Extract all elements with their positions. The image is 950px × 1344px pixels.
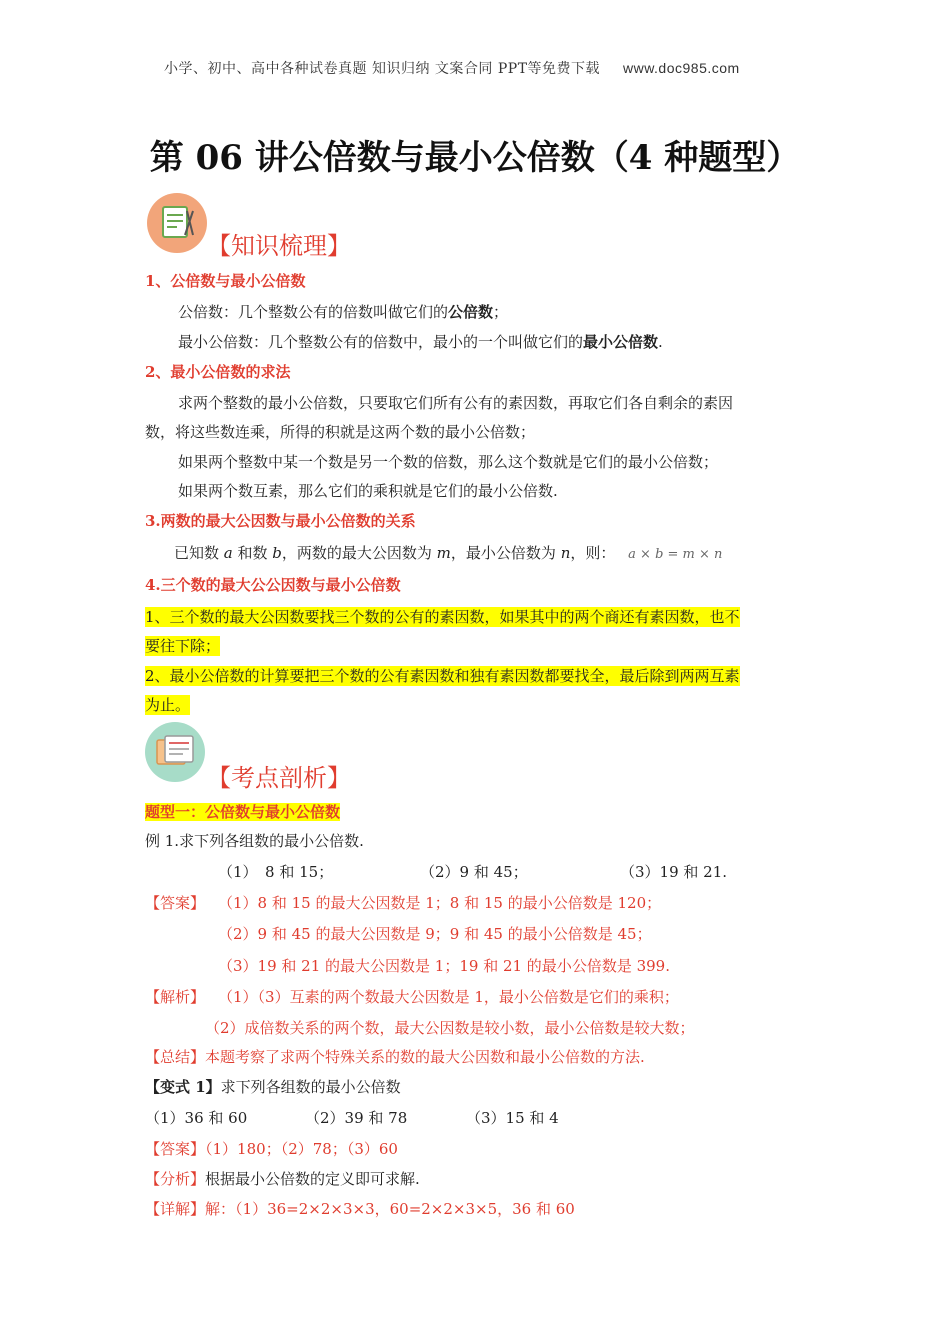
s1-l1-text: 公倍数：几个整数公有的倍数叫做它们的: [178, 303, 449, 321]
variant1-detail-tag: 【详解】: [145, 1200, 206, 1218]
variant1-detail-line: [145, 1198, 575, 1219]
summary-tag: 【总结】: [145, 1048, 206, 1066]
documents-icon: [145, 722, 205, 782]
s4-line4-text: 为止。: [145, 696, 191, 714]
knowledge-s1-line2: [178, 331, 663, 352]
knowledge-s2-line1: 求两个整数的最小公倍数，只要取它们所有公有的素因数，再取它们各自剩余的素因: [178, 394, 734, 412]
s3-part-d: ，最小公倍数为: [450, 544, 561, 562]
knowledge-s2-line4: 如果两个数互素，那么它们的乘积就是它们的最小公倍数.: [178, 482, 558, 500]
analysis-line2: （2）成倍数关系的两个数，最大公因数是较小数，最小公倍数是较大数；: [205, 1019, 695, 1037]
summary-line: [145, 1046, 645, 1067]
example1-question: 例 1.求下列各组数的最小公倍数.: [145, 832, 364, 850]
answer-line2: （2）9 和 45 的最大公因数是 9；9 和 45 的最小公倍数是 45；: [218, 925, 652, 943]
knowledge-s1-title: 1、公倍数与最小公倍数: [145, 272, 306, 290]
s1-l1-end: ；: [493, 303, 509, 321]
variant1-answer-tag: 【答案】: [145, 1140, 206, 1158]
s3-part-a: 已知数: [174, 544, 224, 562]
example1-part-c: （3）19 和 21.: [620, 863, 728, 881]
variant1-answer-text: （1）180；（2）78；（3）60: [205, 1140, 398, 1158]
s4-line2-text: 要往下除；: [145, 637, 221, 655]
var-n: n: [560, 544, 571, 562]
variant1-analysis-line: [145, 1168, 420, 1189]
s1-l1-term: 公倍数: [448, 303, 494, 321]
variant1-part-c: （3）15 和 4: [466, 1109, 559, 1127]
knowledge-s3-title: 3.两数的最大公因数与最小公倍数的关系: [145, 512, 416, 530]
knowledge-s3-line: [174, 542, 722, 563]
knowledge-s4-line3: [145, 665, 740, 686]
answer-tag: 【答案】: [145, 894, 206, 912]
variant1-line: [145, 1076, 401, 1097]
header-url[interactable]: www.doc985.com: [622, 60, 740, 76]
analysis-heading: 【考点剖析】: [207, 764, 351, 792]
knowledge-heading: 【知识梳理】: [207, 232, 351, 260]
page-title: 第 06 讲公倍数与最小公倍数（4 种题型）: [149, 138, 801, 178]
var-a: a: [223, 544, 233, 562]
knowledge-s4-line4: [145, 694, 190, 715]
knowledge-s1-line1: [178, 301, 508, 322]
variant1-analysis-tag: 【分析】: [145, 1170, 206, 1188]
s3-part-b: 和数: [232, 544, 273, 562]
var-b: b: [272, 544, 282, 562]
variant1-detail-text: （1）36=2×2×3×3，60=2×2×3×5，36 和 60: [235, 1200, 575, 1218]
s1-l2-end: .: [658, 333, 663, 351]
relation-formula: a × b = m × n: [628, 547, 723, 562]
header-tagline: 小学、初中、高中各种试卷真题 知识归纳 文案合同 PPT等免费下载: [164, 61, 601, 77]
variant1-analysis-text: 根据最小公倍数的定义即可求解.: [205, 1170, 420, 1188]
variant1-part-b: （2）39 和 78: [305, 1109, 408, 1127]
notes-icon: [147, 193, 207, 253]
variant1-tag: 【变式 1】: [145, 1078, 221, 1096]
variant1-part-a: （1）36 和 60: [145, 1109, 248, 1127]
knowledge-s2-line2: 数，将这些数连乘，所得的积就是这两个数的最小公倍数；: [145, 423, 536, 441]
knowledge-s2-title: 2、最小公倍数的求法: [145, 363, 291, 381]
page-header: [164, 58, 740, 78]
s3-part-c: ，两数的最大公因数为: [281, 544, 437, 562]
analysis-line1: （1）（3）互素的两个数最大公因数是 1，最小公倍数是它们的乘积；: [218, 988, 679, 1006]
answer-line3: （3）19 和 21 的最大公因数是 1；19 和 21 的最小公倍数是 399.: [218, 957, 670, 975]
analysis-tag: 【解析】: [145, 988, 206, 1006]
answer-line1: （1）8 和 15 的最大公因数是 1；8 和 15 的最小公倍数是 120；: [218, 894, 662, 912]
variant1-detail-prefix: 解：: [205, 1200, 236, 1218]
variant1-question: 求下列各组数的最小公倍数: [220, 1078, 401, 1096]
type1-title-text: 题型一：公倍数与最小公倍数: [145, 803, 341, 821]
s1-l2-term: 最小公倍数: [583, 333, 659, 351]
s4-line3-text: 2、最小公倍数的计算要把三个数的公有素因数和独有素因数都要找全，最后除到两两互素: [145, 667, 740, 685]
knowledge-s4-line1: [145, 606, 740, 627]
summary-text: 本题考察了求两个特殊关系的数的最大公因数和最小公倍数的方法.: [205, 1048, 645, 1066]
example1-part-b: （2）9 和 45；: [420, 863, 528, 881]
s3-part-e: ，则：: [570, 544, 616, 562]
type1-title: [145, 801, 340, 822]
s4-line1-text: 1、三个数的最大公因数要找三个数的公有的素因数，如果其中的两个商还有素因数，也不: [145, 608, 740, 626]
variant1-answer-line: [145, 1138, 398, 1159]
var-m: m: [436, 544, 451, 562]
example1-part-a: （1） 8 和 15；: [218, 863, 334, 881]
knowledge-s4-line2: [145, 635, 220, 656]
knowledge-s4-title: 4.三个数的最大公公因数与最小公倍数: [145, 576, 401, 594]
s1-l2-text: 最小公倍数：几个整数公有的倍数中，最小的一个叫做它们的: [178, 333, 584, 351]
knowledge-s2-line3: 如果两个整数中某一个数是另一个数的倍数，那么这个数就是它们的最小公倍数；: [178, 453, 719, 471]
